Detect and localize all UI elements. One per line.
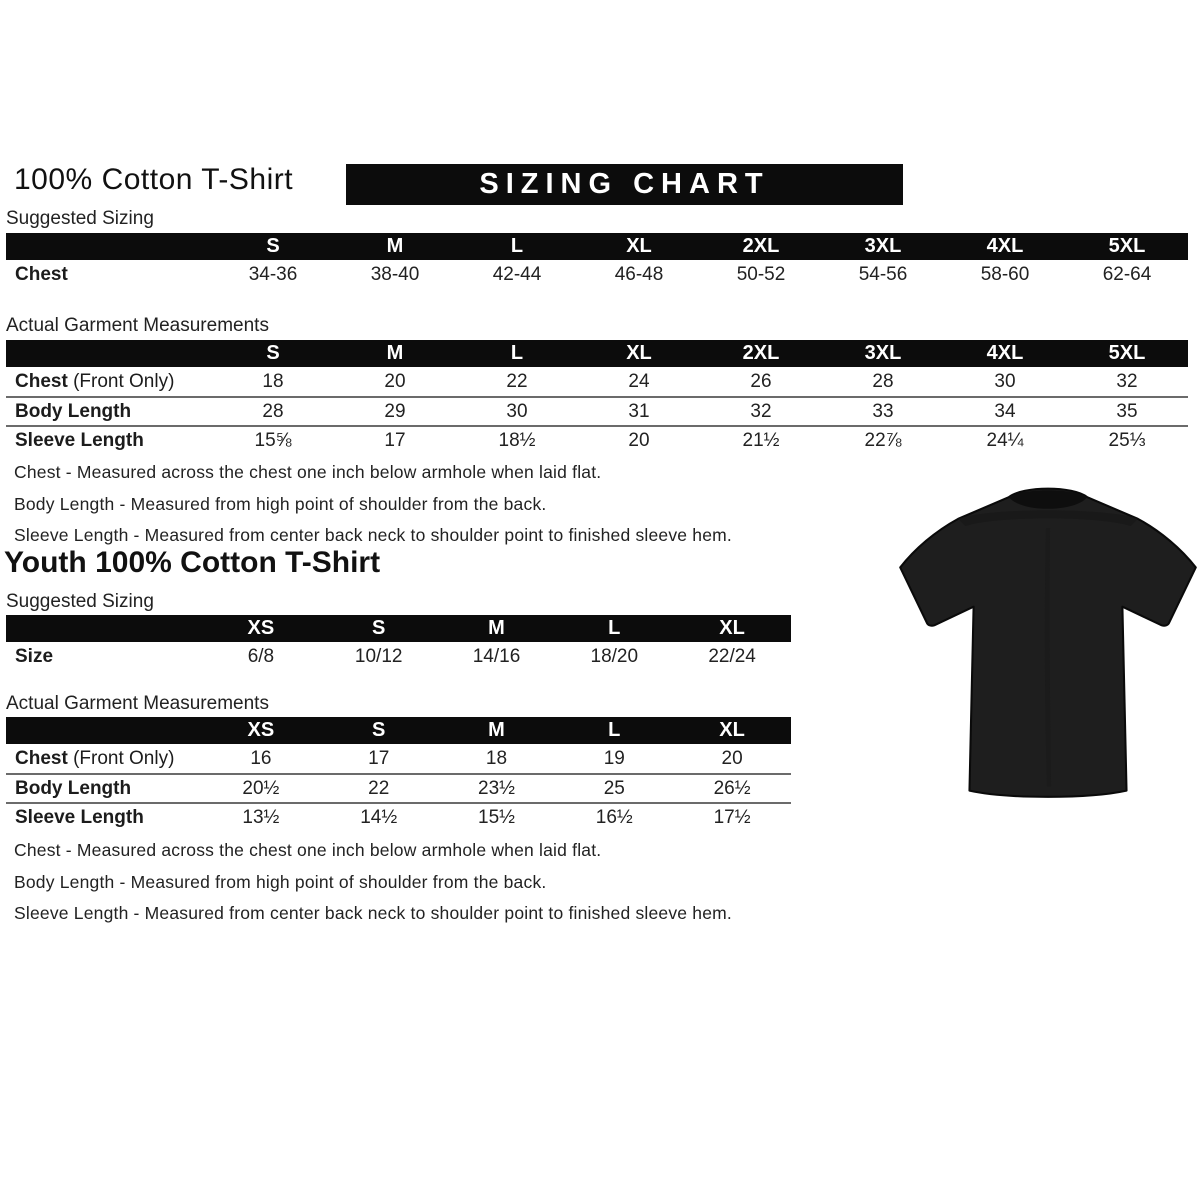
table-row [6,260,1188,289]
cell-value: 21½ [742,429,780,451]
cell-value: 22 [368,777,390,799]
cell-value: 38-40 [370,263,420,285]
size-column-header: XS [247,617,275,639]
cell-value: 42-44 [492,263,542,285]
youth-section-title: Youth 100% Cotton T-Shirt [4,546,381,579]
row-label: Body Length [15,777,132,799]
note-sleeve-length: Sleeve Length - Measured from center back neck to shoulder point to finished sleeve hem. [14,903,732,923]
cell-value: 28 [262,400,284,422]
cell-value: 20½ [242,777,280,799]
size-column-header: S [266,235,280,257]
cell-value: 14/16 [472,645,521,667]
adult-suggested-header-row [6,233,1188,260]
size-column-header: XS [247,719,275,741]
cell-value: 16½ [595,806,633,828]
youth-suggested-sizing-table [6,615,791,671]
cell-value: 28 [872,370,894,392]
size-column-header: 3XL [864,235,902,257]
cell-value: 22⅞ [864,429,902,451]
youth-actual-measurements-label: Actual Garment Measurements [6,693,269,714]
tshirt-product-image [893,466,1200,828]
size-column-header: 4XL [986,235,1024,257]
size-column-header: XL [626,342,652,364]
size-column-header: L [608,719,621,741]
cell-value: 22/24 [708,645,756,667]
youth-measurement-notes [14,840,732,935]
size-column-header: L [510,342,524,364]
cell-value: 31 [628,400,650,422]
cell-value: 25⅓ [1108,429,1146,451]
table-row [6,396,1188,425]
cell-value: 24 [628,370,650,392]
cell-value: 22 [506,370,528,392]
size-column-header: 5XL [1108,235,1146,257]
size-column-header: 2XL [742,342,780,364]
size-column-header: 4XL [986,342,1024,364]
row-label: Size [15,645,54,667]
adult-measurement-notes [14,462,732,557]
youth-actual-header-row [6,717,791,744]
sizing-chart-banner [346,164,903,205]
sizing-chart-banner-label: SIZING CHART [479,168,770,200]
size-column-header: XL [626,235,652,257]
table-row [6,642,791,671]
size-column-header: S [372,719,386,741]
cell-value: 17½ [713,806,751,828]
cell-value: 24¼ [986,429,1024,451]
cell-value: 15½ [478,806,515,828]
size-column-header: 2XL [742,235,780,257]
note-body-length: Body Length - Measured from high point of shoulder from the back. [14,493,547,514]
cell-value: 58-60 [980,263,1030,285]
cell-value: 33 [872,400,894,422]
cell-value: 32 [1116,370,1138,392]
table-row [6,367,1188,396]
note-chest: Chest - Measured across the chest one inch below armhole when laid flat. [14,840,602,860]
adult-actual-measurements-label: Actual Garment Measurements [6,315,269,336]
cell-value: 18 [485,747,508,769]
size-column-header: M [488,719,505,741]
cell-value: 20 [721,747,743,769]
cell-value: 34-36 [248,263,298,285]
size-column-header: 3XL [864,342,902,364]
page-title: 100% Cotton T-Shirt [14,163,294,196]
cell-value: 34 [994,400,1016,422]
cell-value: 50-52 [736,263,786,285]
black-tshirt-icon [893,466,1200,828]
size-column-header: S [266,342,280,364]
size-column-header: 5XL [1108,342,1146,364]
cell-value: 46-48 [614,263,664,285]
cell-value: 18/20 [590,645,639,667]
cell-value: 29 [384,400,406,422]
cell-value: 62-64 [1102,263,1152,285]
adult-suggested-sizing-label: Suggested Sizing [6,208,154,229]
table-row [6,744,791,773]
cell-value: 15⅝ [254,429,292,451]
note-sleeve-length: Sleeve Length - Measured from center back neck to shoulder point to finished sleeve hem. [14,525,732,545]
size-column-header: L [510,235,524,257]
cell-value: 30 [994,370,1016,392]
table-row [6,802,791,831]
cell-value: 17 [368,747,390,769]
size-column-header: M [488,617,505,639]
cell-value: 25 [603,777,625,799]
youth-suggested-header-row [6,615,791,642]
cell-value: 17 [384,429,406,451]
row-label: Sleeve Length [15,806,144,828]
note-chest: Chest - Measured across the chest one inch below armhole when laid flat. [14,462,602,482]
row-label: Body Length [15,400,132,422]
cell-value: 23½ [478,777,515,799]
size-column-header: L [608,617,621,639]
size-column-header: S [372,617,386,639]
cell-value: 35 [1116,400,1138,422]
cell-value: 32 [750,400,772,422]
cell-value: 19 [603,747,625,769]
row-label: Chest (Front Only) [15,747,175,769]
table-row [6,425,1188,454]
cell-value: 26½ [713,777,751,799]
cell-value: 18 [262,370,284,392]
cell-value: 20 [384,370,406,392]
youth-actual-measurements-table [6,717,791,831]
table-row [6,773,791,802]
row-label: Chest (Front Only) [15,370,175,392]
cell-value: 54-56 [858,263,908,285]
cell-value: 20 [628,429,650,451]
cell-value: 26 [750,370,772,392]
adult-suggested-sizing-table [6,233,1188,289]
cell-value: 18½ [498,429,536,451]
cell-value: 14½ [360,806,398,828]
cell-value: 30 [506,400,528,422]
size-column-header: XL [719,617,745,639]
size-column-header: M [386,342,404,364]
youth-suggested-sizing-label: Suggested Sizing [6,591,154,612]
cell-value: 13½ [242,806,280,828]
note-body-length: Body Length - Measured from high point of shoulder from the back. [14,871,547,892]
cell-value: 10/12 [354,645,403,667]
size-column-header: XL [719,719,745,741]
row-label: Sleeve Length [15,429,144,451]
cell-value: 16 [250,747,272,769]
adult-actual-measurements-table [6,340,1188,454]
adult-actual-header-row [6,340,1188,367]
cell-value: 6/8 [247,645,275,667]
row-label: Chest [15,263,68,285]
size-column-header: M [386,235,404,257]
